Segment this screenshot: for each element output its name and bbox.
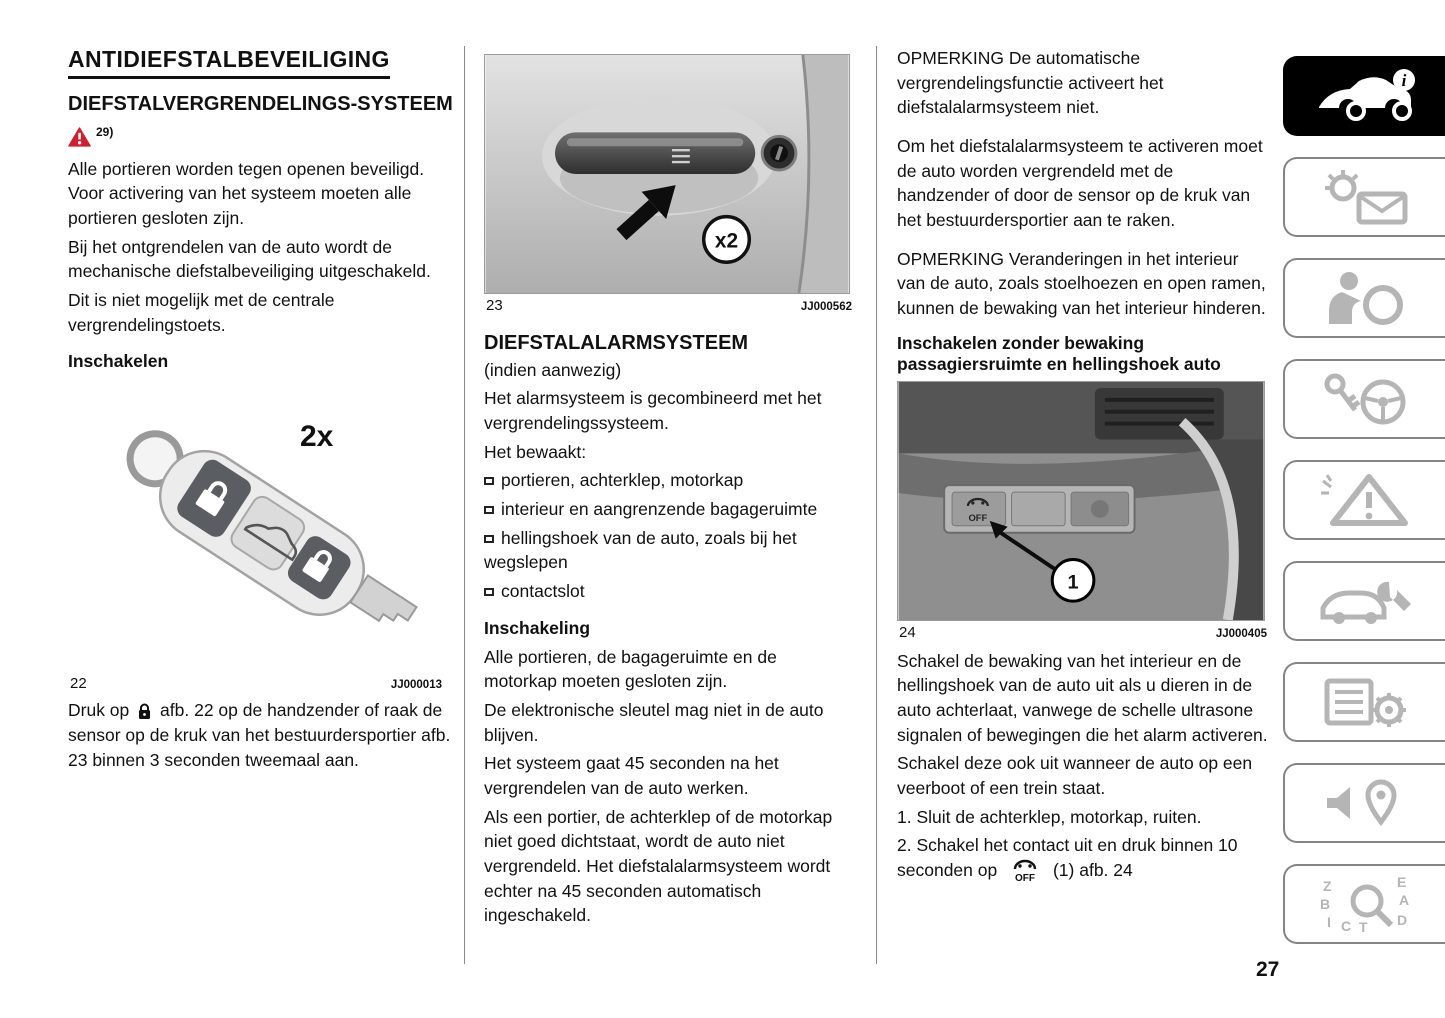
chapter-tab-sidebar bbox=[1283, 56, 1445, 944]
figure-number: 23 bbox=[486, 297, 503, 314]
callout-number: 1 bbox=[1067, 570, 1079, 593]
svg-text:C: C bbox=[1341, 918, 1352, 933]
svg-text:T: T bbox=[1359, 919, 1368, 933]
dashboard-lights-message-icon bbox=[1315, 168, 1415, 226]
text-before-lock-icon: Druk op bbox=[68, 700, 130, 721]
svg-text:E: E bbox=[1397, 875, 1407, 890]
figure-24-dashboard-switch bbox=[897, 381, 1269, 641]
sidebar-tab-safety[interactable] bbox=[1283, 258, 1445, 338]
airbag-safety-icon bbox=[1315, 269, 1415, 327]
list-item bbox=[484, 526, 850, 575]
warning-emergency-icon bbox=[1315, 471, 1415, 529]
page-number: 27 bbox=[1256, 958, 1280, 981]
bullet-square-icon bbox=[484, 535, 494, 543]
list-item-text: portieren, achterklep, motorkap bbox=[501, 470, 744, 491]
paragraph: Alle portieren worden tegen openen beveiligd. Voor activering van het systeem moeten alle portieren gesloten zijn. bbox=[68, 158, 425, 228]
multimedia-navigation-icon bbox=[1315, 774, 1415, 832]
column-right bbox=[897, 46, 1269, 888]
column-middle bbox=[484, 46, 850, 932]
figure-number: 24 bbox=[899, 623, 916, 641]
bullet-square-icon bbox=[484, 588, 494, 596]
paragraph: De elektronische sleutel mag niet in de auto blijven. bbox=[484, 699, 824, 745]
subtitle-if-present: (indien aanwezig) bbox=[484, 359, 622, 380]
key-steering-icon bbox=[1315, 370, 1415, 428]
paragraph: Als een portier, de achterklep of de motorkap niet goed dichtstaat, wordt de auto niet vergrendeld. Het diefstalalarmsysteem wordt echter na 45 seconden automatisch ingeschakeld. bbox=[484, 806, 833, 926]
section-heading-theft-lock-system: DIEFSTALVERGRENDELINGS-SYSTEEM bbox=[68, 93, 453, 115]
sidebar-tab-starting-driving[interactable] bbox=[1283, 359, 1445, 439]
dashboard-photo bbox=[897, 381, 1265, 621]
interior-monitoring-off-button bbox=[952, 492, 1006, 526]
sidebar-tab-dashboard-lights[interactable] bbox=[1283, 157, 1445, 237]
figure-22-key-fob bbox=[68, 380, 456, 692]
off-button-label: OFF bbox=[968, 511, 988, 523]
sidebar-tab-car-info[interactable] bbox=[1283, 56, 1445, 136]
paragraph: Dit is niet mogelijk met de centrale vergrendelingstoets. bbox=[68, 289, 335, 335]
bullet-square-icon bbox=[484, 506, 494, 514]
step-2-text-after: (1) afb. 24 bbox=[1052, 860, 1133, 881]
step-2 bbox=[897, 833, 1269, 884]
note-paragraph: OPMERKING De automatische vergrendelingsfunctie activeert het diefstalalarmsysteem niet. bbox=[897, 48, 1164, 118]
warning-reference bbox=[68, 124, 456, 147]
figure-code: JJ000013 bbox=[390, 679, 442, 692]
lock-icon bbox=[138, 703, 151, 720]
note-paragraph: OPMERKING Veranderingen in het interieur van de auto, zoals stoelhoezen en open ramen, kunnen de bewaking van het interieur hinderen. bbox=[897, 248, 1266, 319]
sidebar-tab-index[interactable] bbox=[1283, 864, 1445, 944]
step-1: 1. Sluit de achterklep, motorkap, ruiten. bbox=[897, 806, 1202, 827]
door-handle-photo bbox=[484, 54, 850, 294]
list-item-text: contactslot bbox=[501, 580, 585, 601]
step-2-text-before: 2. Schakel het contact uit en druk binnen 10 seconden op bbox=[897, 835, 1238, 881]
list-item bbox=[484, 468, 850, 493]
technical-data-icon bbox=[1315, 673, 1415, 731]
off-icon-label: OFF bbox=[1015, 873, 1036, 885]
sidebar-tab-multimedia[interactable] bbox=[1283, 763, 1445, 843]
column-divider bbox=[464, 46, 465, 964]
subheading-inschakeling: Inschakeling bbox=[484, 617, 591, 638]
paragraph: Om het diefstalalarmsysteem te activeren moet de auto worden vergrendeld met de handzender of door de sensor op de kruk van het bestuurdersportier aan te raken. bbox=[897, 136, 1263, 231]
interior-monitoring-off-icon bbox=[1006, 858, 1044, 884]
svg-text:i: i bbox=[1401, 71, 1407, 90]
figure-annotation-2x: 2x bbox=[300, 420, 334, 454]
svg-text:B: B bbox=[1320, 896, 1331, 912]
warning-ref-number: 29) bbox=[96, 124, 114, 139]
page-title: ANTIDIEFSTALBEVEILIGING bbox=[68, 46, 390, 79]
paragraph: Schakel de bewaking van het interieur en de hellingshoek van de auto uit als u dieren in de auto achterlaat, vanwege de schelle ultrasone signalen of bewegingen die het alarm activeren. bbox=[897, 650, 1268, 745]
key-fob-illustration bbox=[68, 380, 440, 672]
figure-code: JJ000562 bbox=[800, 301, 852, 313]
paragraph: Schakel deze ook uit wanneer de auto op een veerboot of een trein staat. bbox=[897, 753, 1253, 799]
car-service-icon bbox=[1315, 572, 1415, 630]
text-after-lock-icon: afb. 22 op de handzender of raak de sensor op de kruk van het bestuurdersportier afb. 23 binnen 3 seconden tweemaal aan. bbox=[68, 700, 451, 770]
figure-code: JJ000405 bbox=[1215, 627, 1267, 640]
sidebar-tab-technical-data[interactable] bbox=[1283, 662, 1445, 742]
paragraph: Het alarmsysteem is gecombineerd met het vergrendelingssysteem. bbox=[484, 388, 822, 433]
list-item-text: interieur en aangrenzende bagageruimte bbox=[501, 498, 818, 519]
paragraph bbox=[68, 698, 456, 772]
list-item bbox=[484, 497, 850, 522]
warning-triangle-icon bbox=[68, 127, 91, 147]
sidebar-tab-service-maintenance[interactable] bbox=[1283, 561, 1445, 641]
car-info-icon bbox=[1313, 67, 1417, 125]
paragraph: Het systeem gaat 45 seconden na het vergrendelen van de auto werken. bbox=[484, 753, 779, 798]
subheading-inschakelen: Inschakelen bbox=[68, 351, 169, 372]
figure-caption bbox=[899, 624, 1267, 641]
sidebar-tab-emergency[interactable] bbox=[1283, 460, 1445, 540]
svg-text:D: D bbox=[1397, 912, 1408, 928]
paragraph: Bij het ontgrendelen van de auto wordt de mechanische diefstalbeveiliging uitgeschakeld. bbox=[68, 236, 431, 282]
section-heading-alarm-system: DIEFSTALALARMSYSTEEM bbox=[484, 332, 749, 354]
svg-text:I: I bbox=[1327, 914, 1331, 930]
paragraph: Alle portieren, de bagageruimte en de motorkap moeten gesloten zijn. bbox=[484, 646, 777, 692]
svg-text:A: A bbox=[1399, 892, 1410, 908]
list-item bbox=[484, 579, 850, 604]
figure-caption bbox=[70, 675, 442, 692]
figure-caption bbox=[486, 297, 852, 314]
list-item-text: hellingshoek van de auto, zoals bij het wegslepen bbox=[484, 527, 797, 573]
column-divider bbox=[876, 46, 877, 964]
figure-annotation-x2: x2 bbox=[714, 229, 739, 253]
subheading-disable-monitoring: Inschakelen zonder bewaking passagiersruimte en hellingshoek auto bbox=[897, 332, 1221, 374]
alphabetical-index-icon bbox=[1315, 875, 1415, 933]
column-left bbox=[68, 46, 456, 776]
svg-text:Z: Z bbox=[1323, 878, 1332, 894]
paragraph: Het bewaakt: bbox=[484, 441, 587, 462]
figure-23-door-handle bbox=[484, 54, 850, 314]
figure-number: 22 bbox=[70, 675, 87, 693]
bullet-square-icon bbox=[484, 477, 494, 485]
